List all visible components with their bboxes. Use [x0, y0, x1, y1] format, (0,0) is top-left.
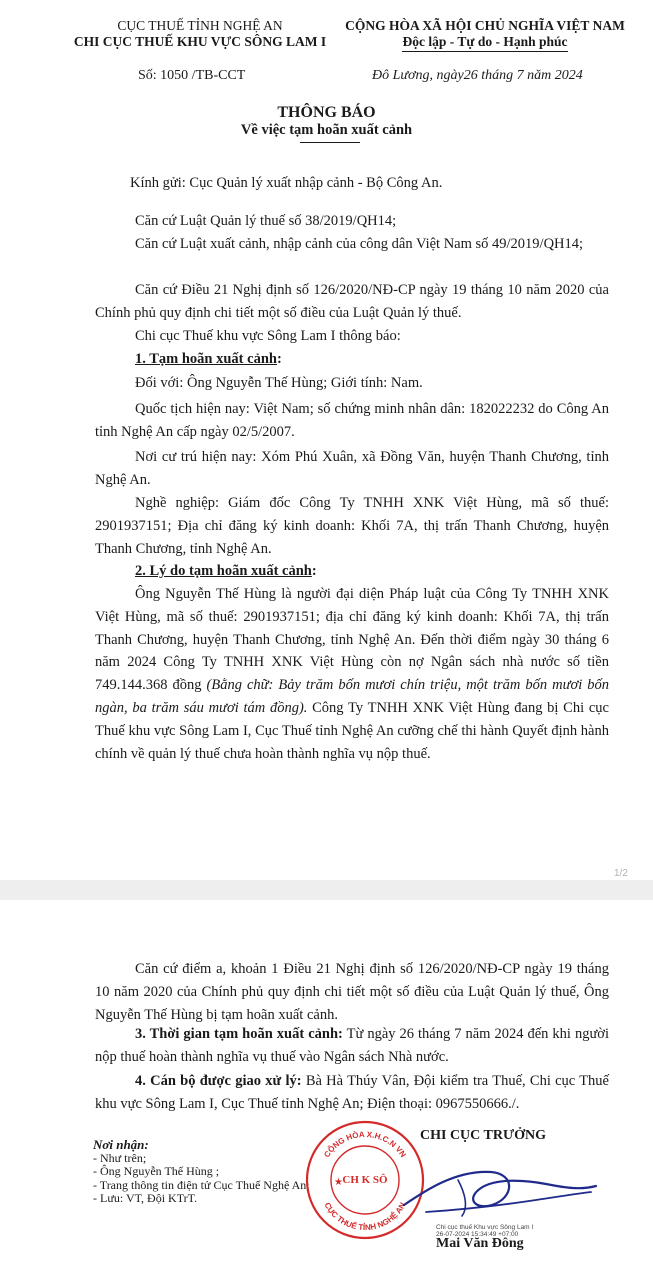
- reason-amount-words: (Bằng chữ: Bảy trăm bốn mươi chín triệu, một trăm bốn mươi bốn ngàn, ba trăm sáu mươi tám đồng).: [95, 677, 609, 716]
- section-1-occupation: Nghề nghiệp: Giám đốc Công Ty TNHH XNK Việt Hùng, mã số thuế: 2901937151; Địa chỉ đăng ký kinh doanh: Khối 7A, thị trấn Thanh Chương, huyện Thanh Chương, tỉnh Nghệ An.: [95, 495, 609, 557]
- national-motto: [330, 18, 640, 52]
- recipients-block: [93, 1138, 310, 1206]
- agency-name: CHI CỤC THUẾ KHU VỰC SÔNG LAM I: [73, 34, 327, 49]
- page-separator: [0, 880, 653, 900]
- agency-parent-name: CỤC THUẾ TỈNH NGHỆ AN: [117, 18, 283, 33]
- stamp-center-text: CH K SÔ: [342, 1174, 388, 1186]
- section-3-title: 3. Thời gian tạm hoãn xuất cảnh:: [135, 1026, 343, 1042]
- section-2-legal-basis: Căn cứ điểm a, khoản 1 Điều 21 Nghị định số 126/2020/NĐ-CP ngày 19 tháng 10 năm 2020 của Chính phủ quy định chi tiết một số điều của Luật Quản lý thuế, Ông Nguyễn Thế Hùng bị tạm hoãn xuất cảnh.: [95, 961, 609, 1023]
- reason-text-b: Công Ty TNHH XNK Việt Hùng đang bị Chi cục Thuế khu vực Sông Lam I, Cục Thuế tỉnh Nghệ An cưỡng chế thi hành Quyết định hành chính về quản lý thuế chưa hoàn thành nghĩa vụ nộp thuế.: [95, 699, 609, 762]
- subject-prefix: Về việc: [240, 122, 290, 138]
- document-title: THÔNG BÁO: [277, 104, 376, 121]
- section-3: [95, 1023, 609, 1069]
- section-4: [95, 1070, 609, 1116]
- agency-header: [65, 18, 335, 50]
- svg-text:CỤC THUẾ TỈNH NGHỆ AN: [323, 1201, 408, 1232]
- nation-name: CỘNG HÒA XÃ HỘI CHỦ NGHĨA VIỆT NAM: [345, 18, 625, 33]
- document-number: Số: 1050 /TB-CCT: [138, 68, 246, 83]
- title-rule: [300, 142, 360, 143]
- digital-signature-org: Chi cục thuế Khu vực Sông Lam I: [436, 1224, 534, 1231]
- recipient-item: - Như trên;: [93, 1150, 147, 1165]
- section-1-residence: Nơi cư trú hiện nay: Xóm Phú Xuân, xã Đồng Văn, huyện Thanh Chương, tỉnh Nghệ An.: [95, 449, 609, 488]
- place-date: Đô Lương, ngày26 tháng 7 năm 2024: [372, 68, 583, 83]
- section-1-nationality: Quốc tịch hiện nay: Việt Nam; số chứng minh nhân dân: 182022232 do Công An tỉnh Nghệ An cấp ngày 02/5/2007.: [95, 401, 609, 440]
- legal-basis-3: Căn cứ Điều 21 Nghị định số 126/2020/NĐ-CP ngày 19 tháng 10 năm 2020 của Chính phủ quy định chi tiết một số điều của Luật Quản lý thuế.: [95, 282, 609, 321]
- legal-basis-1: Căn cứ Luật Quản lý thuế số 38/2019/QH14;: [135, 213, 397, 229]
- handwritten-signature: [396, 1150, 606, 1235]
- page-indicator: 1/2: [614, 868, 628, 879]
- recipient: Kính gửi: Cục Quản lý xuất nhập cảnh - Bộ Công An.: [130, 175, 443, 191]
- recipient-item: - Lưu: VT, Đội KTrT.: [93, 1191, 198, 1205]
- section-2-reason: [95, 583, 609, 765]
- section-2-heading: 2. Lý do tạm hoãn xuất cảnh:: [135, 563, 317, 579]
- section-1-title: 1. Tạm hoãn xuất cảnh: [135, 351, 277, 367]
- section-4-title: 4. Cán bộ được giao xử lý:: [135, 1073, 302, 1089]
- subject-underlined: tạm hoãn xuất cảnh: [289, 122, 413, 138]
- signer-title: CHI CỤC TRƯỞNG: [420, 1128, 547, 1143]
- reason-text-a: Ông Nguyễn Thế Hùng là người đại diện Pháp luật của Công Ty TNHH XNK Việt Hùng, mã số thuế: 2901937151; địa chỉ đăng ký kinh doanh: Khối 7A, thị trấn Thanh Chương, huyện Thanh Chương, tỉnh Nghệ An. Đến thời điểm ngày 30 tháng 6 năm 2024 Công Ty TNHH XNK Việt Hùng còn nợ Ngân sách nhà nước số tiền 749.144.368 đồng: [95, 586, 609, 694]
- document-subject: [0, 122, 653, 139]
- section-4-text: Bà Hà Thúy Vân, Đội kiểm tra Thuế, Chi cục Thuế khu vực Sông Lam I, Cục Thuế tỉnh Nghệ An; Điện thoại: 0967550666./.: [95, 1073, 609, 1112]
- section-1-heading: 1. Tạm hoãn xuất cảnh:: [135, 351, 282, 367]
- section-3-text: Từ ngày 26 tháng 7 năm 2024 đến khi người nộp thuế hoàn thành nghĩa vụ thuế vào Ngân sách Nhà nước.: [95, 1026, 609, 1065]
- star-icon: ★: [334, 1177, 343, 1188]
- announcement-intro: Chi cục Thuế khu vực Sông Lam I thông báo:: [135, 328, 401, 344]
- digital-signature-timestamp: 26-07-2024 15:34:49 +07:00: [436, 1231, 519, 1238]
- section-2-title: 2. Lý do tạm hoãn xuất cảnh: [135, 563, 312, 579]
- section-1-target: Đối với: Ông Nguyễn Thế Hùng; Giới tính: Nam.: [135, 375, 423, 391]
- stamp-bottom-text: CỤC THUẾ TỈNH NGHỆ AN: [322, 1200, 408, 1233]
- signer-name: Mai Văn Đông: [436, 1236, 524, 1251]
- recipients-heading: Nơi nhận:: [93, 1137, 149, 1152]
- recipient-item: - Trang thông tin điện tử Cục Thuế Nghệ An;: [93, 1177, 310, 1192]
- motto: Độc lập - Tự do - Hạnh phúc: [402, 34, 567, 52]
- legal-basis-2: Căn cứ Luật xuất cảnh, nhập cảnh của công dân Việt Nam số 49/2019/QH14;: [135, 236, 584, 252]
- recipient-item: - Ông Nguyễn Thế Hùng ;: [93, 1164, 220, 1178]
- stamp-top-text: CỘNG HÒA X.H.C.N VN: [322, 1129, 408, 1160]
